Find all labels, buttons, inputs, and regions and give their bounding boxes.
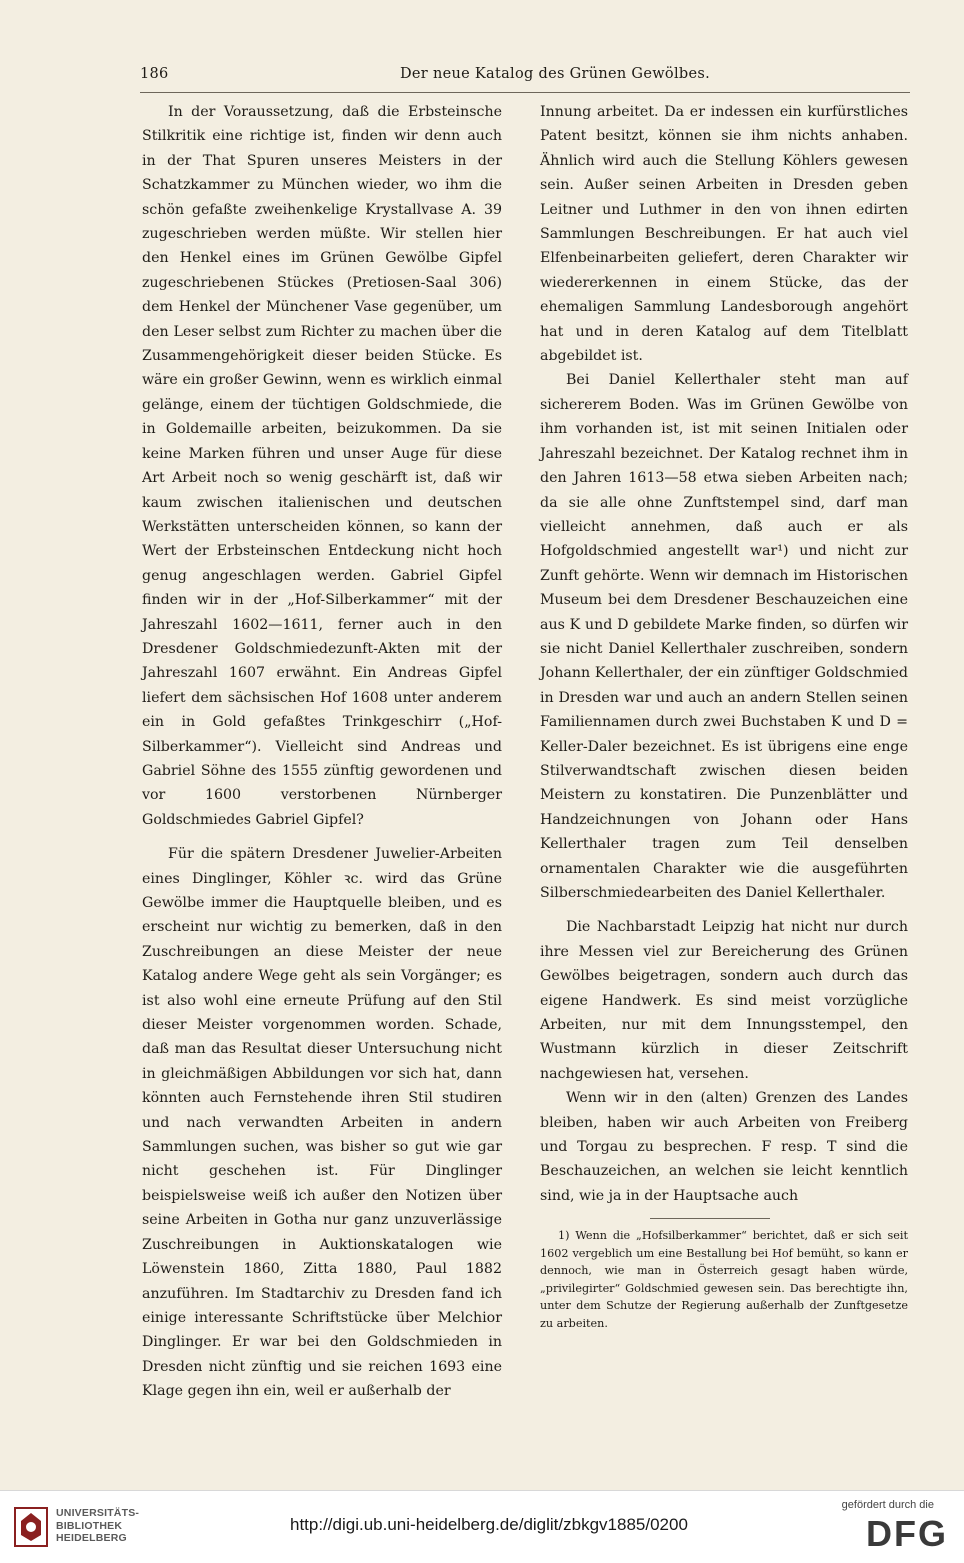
paragraph: Innung arbeitet. Da er indessen ein kurfürstliches Patent besitzt, können sie ihm nichts anhaben. Ähnlich wird auch die Stellung Köhlers gewesen sein. Außer seinen Arbeiten in Dresden geben Leitner und Luthmer in den von ihnen edirten Sammlungen Beschreibungen. Er hat auch viel Elfenbeinarbeiten geliefert, deren Charakter wir wiedererkennen in einem Stücke, das der ehemaligen Sammlung Landesborough angehört hat und in deren Katalog auf dem Titelblatt abgebildet ist. (540, 104, 908, 365)
paragraph: In der Voraussetzung, daß die Erbsteinsche Stilkritik eine richtige ist, finden wir denn auch in der That Spuren unseres Meisters in der Schatzkammer zu München wieder, wo ihm die schön gefaßte zweihenkelige Krystallvase A. 39 zugeschrieben werden müßte. Wir stellen hier den Henkel eines im Grünen Gewölbe Gipfel zugeschriebenen Stückes (Pretiosen-Saal 306) dem Henkel der Münchener Vase gegenüber, um den Leser selbst zum Richter zu machen über die Zusammengehörigkeit dieser beiden Stücke. Es wäre ein großer Gewinn, wenn es wirklich einmal gelänge, einem der tüchtigen Goldschmiede, die in Goldemaille arbeiten, beizukommen. Da sie keine Marken führen und unser Auge für diese Art Arbeit noch so wenig geschärft ist, daß wir kaum zwischen italienischen und deutschen Werkstätten unterscheiden können, so kann der Wert der Erbsteinschen Entdeckung nicht hoch genug angeschlagen werden. Gabriel Gipfel finden wir in der „Hof-Silberkammer“ mit der Jahreszahl 1602—1611, ferner auch in den Dresdener Goldschmiedezunft-Akten mit der Jahreszahl 1607 erwähnt. Ein Andreas Gipfel liefert dem sächsischen Hof 1608 unter anderem ein in Gold gefaßtes Trinkgeschirr („Hof-Silberkammer“). Vielleicht sind Andreas und Gabriel Söhne des 1555 zünftig gewordenen und vor 1600 verstorbenen Nürnberger Goldschmiedes Gabriel Gipfel? (142, 104, 502, 828)
university-seal-icon (14, 1507, 48, 1547)
left-column (142, 100, 502, 1404)
footnote: 1) Wenn die „Hofsilberkammer“ berichtet, daß er sich seit 1602 vergeblich um eine Bestallung bei Hof bemüht, so kann er dennoch, wie man in Österreich gesagt haben würde, „privilegirter“ Goldschmied gewesen sein. Das berechtigte ihn, unter dem Schutze der Regierung außerhalb der Zunftgesetze zu arbeiten. (540, 1229, 908, 1330)
paragraph: Wenn wir in den (alten) Grenzen des Landes bleiben, haben wir auch Arbeiten von Freiberg und Torgau zu besprechen. F resp. T sind die Beschauzeichen, an welchen sie leicht kenntlich sind, wie ja in der Hauptsache auch (540, 1090, 908, 1204)
dfg-logo[interactable]: DFG (866, 1513, 948, 1554)
library-name[interactable]: UNIVERSITÄTS- BIBLIOTHEK HEIDELBERG (56, 1507, 140, 1544)
right-column (540, 100, 908, 1332)
page-header (140, 66, 910, 88)
permalink-url[interactable]: http://digi.ub.uni-heidelberg.de/diglit/zbkgv1885/0200 (290, 1515, 688, 1534)
header-rule (140, 92, 910, 93)
running-title: Der neue Katalog des Grünen Gewölbes. (400, 66, 710, 82)
paragraph: Bei Daniel Kellerthaler steht man auf sichererem Boden. Was im Grünen Gewölbe von ihm vorhanden ist, ist mit seinen Initialen oder Jahreszahl bezeichnet. Der Katalog rechnet ihm in den Jahren 1613—58 etwa sieben Arbeiten nach; da sie alle ohne Zunftstempel sind, darf man vielleicht annehmen, daß auch er als Hofgoldschmied angestellt war¹) und nicht zur Zunft gehörte. Wenn wir demnach im Historischen Museum bei dem Dresdener Beschauzeichen eine aus K und D gebildete Marke finden, so dürfen wir sie nicht Daniel Kellerthaler zuschreiben, sondern Johann Kellerthaler, der ein zünftiger Goldschmied in Dresden war und auch an andern Stellen seinen Familiennamen durch zwei Buchstaben K und D = Keller-Daler bezeichnet. Es ist übrigens eine enge Stilverwandtschaft zwischen diesen beiden Meistern zu konstatiren. Die Punzenblätter und Handzeichnungen von Johann oder Hans Kellerthaler tragen zum Teil denselben ornamentalen Charakter wie die ausgeführten Silberschmiedearbeiten des Daniel Kellerthaler. (540, 372, 908, 901)
page-number: 186 (140, 66, 169, 82)
funded-by-label: gefördert durch die (841, 1499, 934, 1511)
footnote-rule (650, 1218, 770, 1219)
paragraph: Für die spätern Dresdener Juwelier-Arbeiten eines Dinglinger, Köhler ꝛc. wird das Grüne Gewölbe immer die Hauptquelle bleiben, und es erscheint nur wichtig zu bemerken, daß in den Zuschreibungen an diese Meister der neue Katalog andere Wege geht als sein Vorgänger; es ist also wohl eine erneute Prüfung auf den Stil dieser Meister vorgenommen worden. Schade, daß man das Resultat dieser Untersuchung nicht in gleichmäßigen Abbildungen vor sich hat, dann könnten auch Fernstehende ihren Stil studiren und nach verwandten Arbeiten in andern Sammlungen suchen, was bisher so gut wie gar nicht geschehen ist. Für Dinglinger beispielsweise weiß ich außer den Notizen über seine Arbeiten in Gotha nur ganz unzuverlässige Zuschreibungen in Auktionskatalogen wie Löwenstein 1860, Zitta 1880, Paul 1882 anzuführen. Im Stadtarchiv zu Dresden fand ich einige interessante Schriftstücke über Melchior Dinglinger. Er war bei den Goldschmieden in Dresden nicht zünftig und sie reichen 1693 eine Klage gegen ihn ein, weil er außerhalb der (142, 846, 502, 1400)
paragraph: Die Nachbarstadt Leipzig hat nicht nur durch ihre Messen viel zur Bereicherung des Grünen Gewölbes beigetragen, sondern auch durch das eigene Handwerk. Es sind meist vorzügliche Arbeiten, nur mit dem Innungsstempel, den Wustmann kürzlich in dieser Zeitschrift nachgewiesen hat, versehen. (540, 919, 908, 1082)
viewer-footer (0, 1490, 964, 1563)
